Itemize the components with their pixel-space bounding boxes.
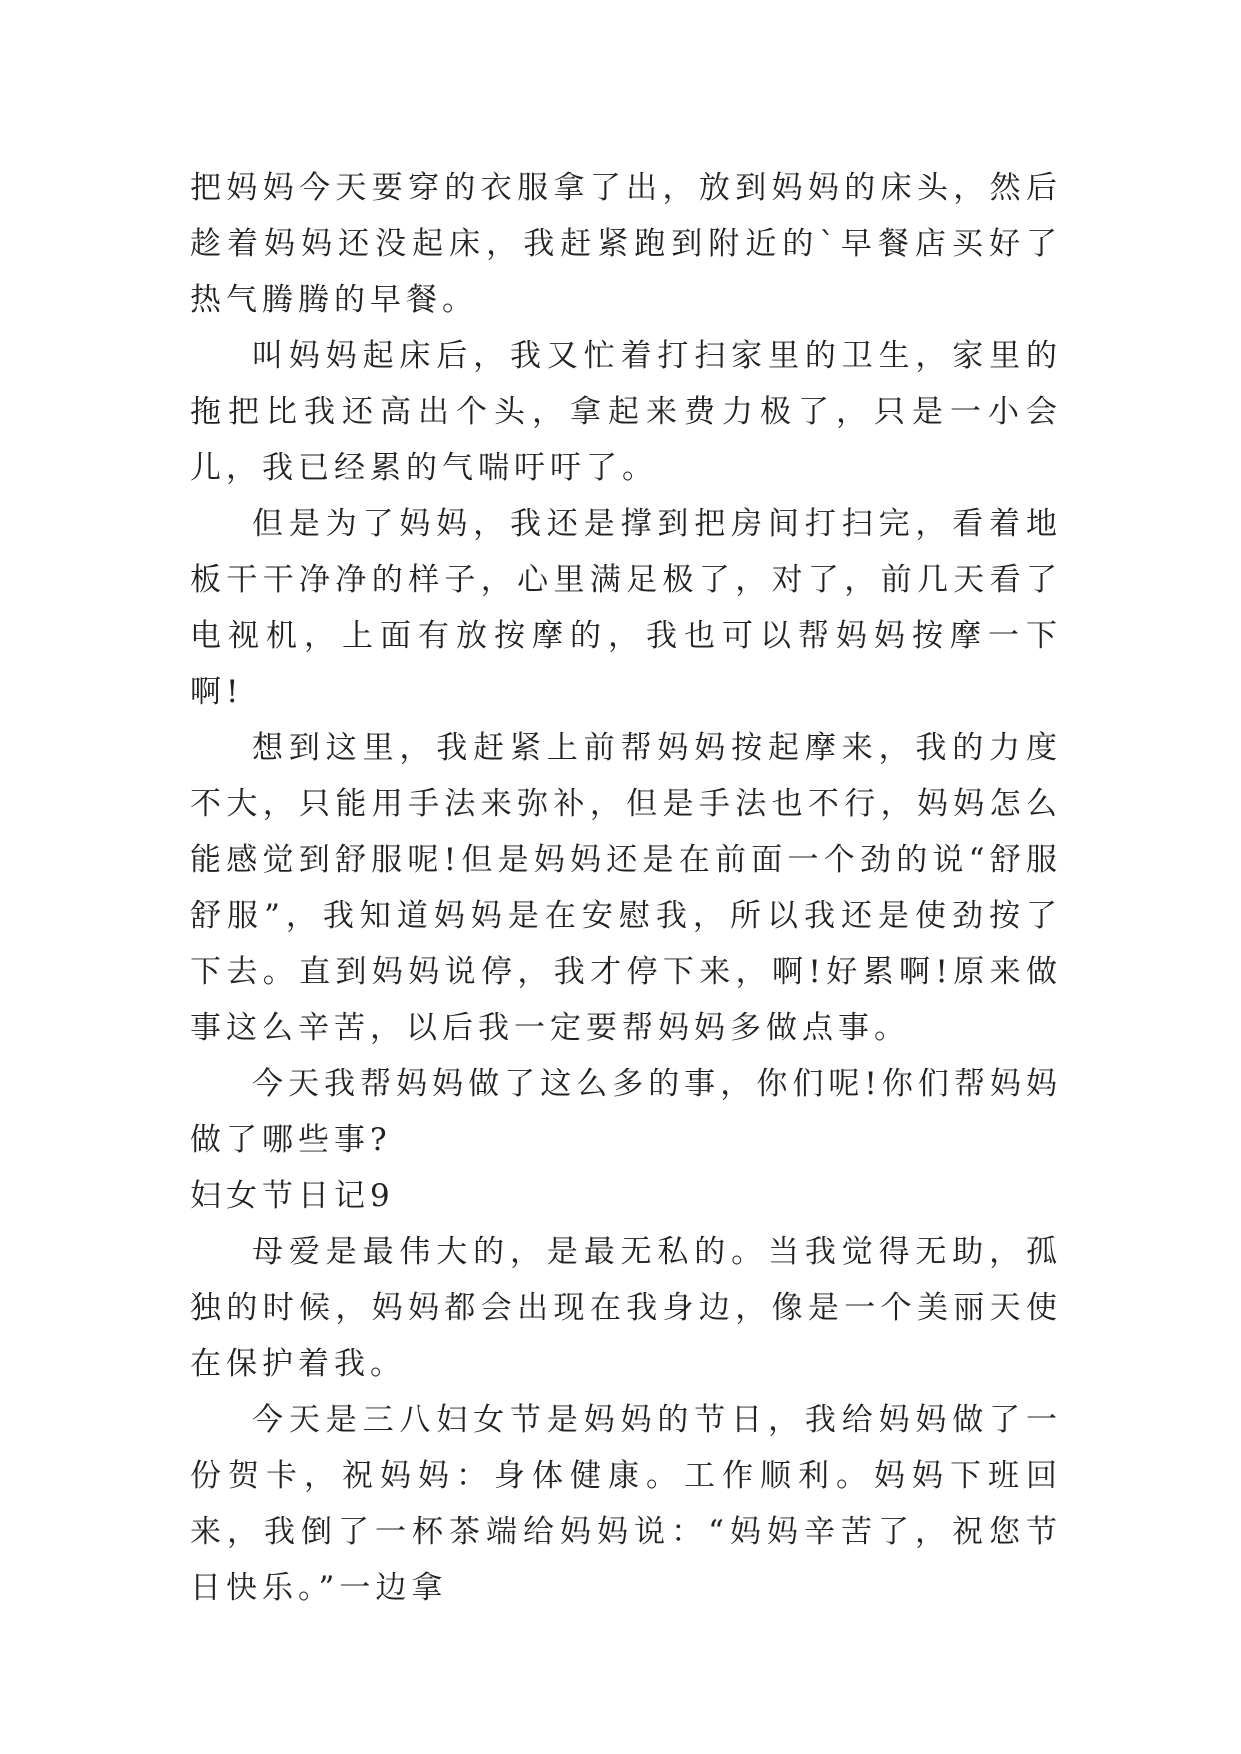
paragraph-5: 今天我帮妈妈做了这么多的事，你们呢!你们帮妈妈做了哪些事? — [190, 1066, 1062, 1158]
paragraph-7: 今天是三八妇女节是妈妈的节日，我给妈妈做了一份贺卡，祝妈妈：身体健康。工作顺利。妈妈下班回来，我倒了一杯茶端给妈妈说：“妈妈辛苦了，祝您节日快乐。”一边拿 — [190, 1402, 1062, 1606]
paragraph-6: 母爱是最伟大的，是最无私的。当我觉得无助，孤独的时候，妈妈都会出现在我身边，像是一个美丽天使在保护着我。 — [190, 1234, 1062, 1382]
section-heading: 妇女节日记9 — [190, 1178, 395, 1214]
paragraph-3: 但是为了妈妈，我还是撑到把房间打扫完，看着地板干干净净的样子，心里满足极了，对了，前几天看了电视机，上面有放按摩的，我也可以帮妈妈按摩一下啊! — [190, 506, 1062, 710]
paragraph-1: 把妈妈今天要穿的衣服拿了出，放到妈妈的床头，然后趁着妈妈还没起床，我赶紧跑到附近的`早餐店买好了热气腾腾的早餐。 — [190, 170, 1062, 318]
document-body — [190, 160, 1062, 1616]
paragraph-2: 叫妈妈起床后，我又忙着打扫家里的卫生，家里的拖把比我还高出个头，拿起来费力极了，只是一小会儿，我已经累的气喘吁吁了。 — [190, 338, 1062, 486]
paragraph-4: 想到这里，我赶紧上前帮妈妈按起摩来，我的力度不大，只能用手法来弥补，但是手法也不行，妈妈怎么能感觉到舒服呢!但是妈妈还是在前面一个劲的说“舒服舒服”，我知道妈妈是在安慰我，所以我还是使劲按了下去。直到妈妈说停，我才停下来，啊!好累啊!原来做事这么辛苦，以后我一定要帮妈妈多做点事。 — [190, 730, 1062, 1046]
